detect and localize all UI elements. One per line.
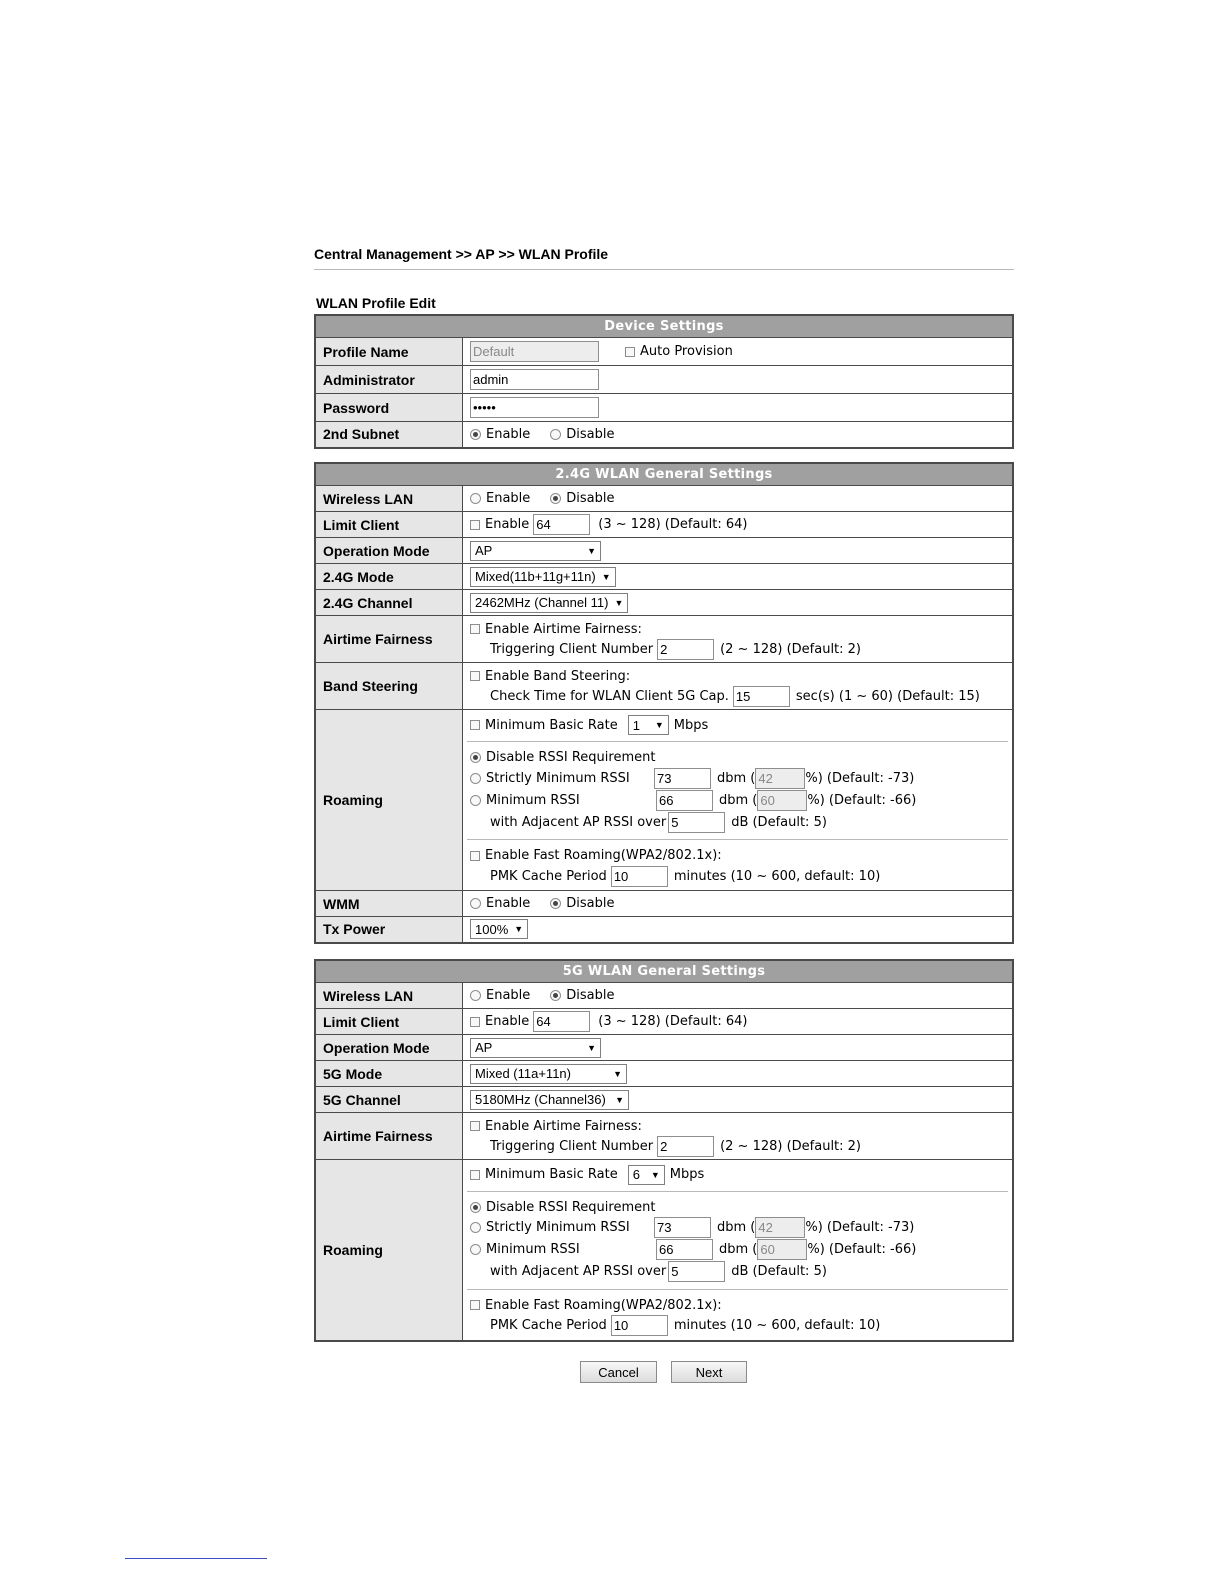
fast-roaming-label: Enable Fast Roaming(WPA2/802.1x): <box>485 848 722 863</box>
band-steering-time-input[interactable] <box>733 686 790 707</box>
min-rssi-5g-radio[interactable] <box>470 1244 481 1255</box>
triggering-client-range: (2 ~ 128) (Default: 2) <box>720 641 862 657</box>
triggering-client-range: (2 ~ 128) (Default: 2) <box>720 1138 862 1154</box>
triggering-client-24g-input[interactable] <box>657 639 714 660</box>
band-steering-checkbox[interactable] <box>470 671 480 681</box>
next-button[interactable]: Next <box>671 1361 747 1383</box>
min-rssi-24g-input[interactable] <box>656 790 713 811</box>
limit-client-range: (3 ~ 128) (Default: 64) <box>598 1014 748 1029</box>
limit-client-label: Limit Client <box>315 512 463 538</box>
operation-mode-24g-select[interactable]: AP ▼ <box>470 541 601 561</box>
5g-channel-select[interactable]: 5180MHz (Channel36) ▼ <box>470 1090 629 1110</box>
min-rssi-label: Minimum RSSI <box>486 1242 580 1258</box>
band-steering-label: Band Steering <box>315 663 463 710</box>
footnote-divider <box>125 1558 267 1559</box>
wlan-5g-disable-label: Disable <box>566 988 615 1003</box>
strict-rssi-default: %) (Default: -73) <box>805 1220 915 1236</box>
5g-channel-label: 5G Channel <box>315 1087 463 1113</box>
adjacent-ap-label: with Adjacent AP RSSI over <box>490 1264 667 1280</box>
wireless-lan-label: Wireless LAN <box>315 486 463 512</box>
roaming-label: Roaming <box>315 710 463 891</box>
band-steering-enable-label: Enable Band Steering: <box>485 668 631 684</box>
breadcrumb: Central Management >> AP >> WLAN Profile <box>314 246 609 262</box>
mbps-label: Mbps <box>673 717 709 733</box>
disable-rssi-label: Disable RSSI Requirement <box>486 750 656 765</box>
limit-client-24g-input[interactable] <box>533 514 590 535</box>
24g-channel-select[interactable]: 2462MHz (Channel 11) ▼ <box>470 593 628 613</box>
min-basic-rate-24g-select[interactable]: 1 ▼ <box>628 715 669 735</box>
pmk-cache-range: minutes (10 ~ 600, default: 10) <box>673 868 881 884</box>
limit-client-range: (3 ~ 128) (Default: 64) <box>598 517 748 532</box>
strict-rssi-label: Strictly Minimum RSSI <box>486 1220 630 1236</box>
pmk-cache-24g-input[interactable] <box>611 866 668 887</box>
wlan-5g-enable-label: Enable <box>486 988 531 1003</box>
min-rssi-label: Minimum RSSI <box>486 792 580 808</box>
wmm-disable-label: Disable <box>566 896 615 911</box>
wmm-label: WMM <box>315 891 463 917</box>
tx-power-select[interactable]: 100% ▼ <box>470 919 528 939</box>
wlan-24g-disable-radio[interactable] <box>550 493 561 504</box>
limit-client-5g-checkbox[interactable] <box>470 1017 480 1027</box>
cancel-button[interactable]: Cancel <box>580 1361 657 1383</box>
triggering-client-label: Triggering Client Number <box>490 1138 654 1154</box>
airtime-fairness-label: Airtime Fairness <box>315 616 463 663</box>
24g-channel-label: 2.4G Channel <box>315 590 463 616</box>
min-basic-rate-5g-select[interactable]: 6 ▼ <box>628 1165 665 1185</box>
2nd-subnet-label: 2nd Subnet <box>315 422 463 448</box>
adjacent-ap-24g-input[interactable] <box>668 812 725 833</box>
operation-mode-label: Operation Mode <box>315 1035 463 1061</box>
5g-mode-label: 5G Mode <box>315 1061 463 1087</box>
limit-client-5g-input[interactable] <box>533 1011 590 1032</box>
strict-rssi-5g-percent-input[interactable] <box>755 1217 805 1238</box>
fast-roaming-5g-checkbox[interactable] <box>470 1300 480 1310</box>
strict-rssi-24g-input[interactable] <box>654 768 711 789</box>
min-basic-rate-24g-checkbox[interactable] <box>470 720 480 730</box>
wlan-24g-settings-table: 2.4G WLAN General Settings Wireless LAN Enable Disable Limit Client Enable 64 (3 ~ 128) (Default: 64) Operation Mode AP ▼ 2.4G Mode Mixed(11b+11g+11n) ▼ 2.4G Channel 2462MHz (Channel 11) ▼ Airtime Fairness Enable Airtime Fairness: Triggering Client Number 2 (2 ~ 128) (Default: 2) Band Steering Enable Band Steering: Check Time for WLAN Client 5G Cap. 15 sec(s) (1 ~ 60) (Default: 15) Roaming Minimum Basic Rate 1 ▼ Mbps Disable RSSI Requirement Strictly Minimum RSSI 73 dbm ( 42 %) (Default: -73) Minimum RSSI 66 dbm ( 60 %) (Default: -66) with Adjacent AP RSSI over 5 dB (Default: 5) Enable Fast Roaming(WPA2/802.1x): PMK Cache Period 10 minutes (10 ~ 600, default: 10) WMM Enable Disable Tx Power 100% ▼ <box>314 462 1014 944</box>
pmk-cache-label: PMK Cache Period <box>490 1318 607 1334</box>
wlan-5g-disable-radio[interactable] <box>550 990 561 1001</box>
roaming-divider <box>467 1191 1008 1192</box>
operation-mode-5g-select[interactable]: AP ▼ <box>470 1038 601 1058</box>
mbps-label: Mbps <box>669 1167 705 1183</box>
strict-rssi-5g-input[interactable] <box>654 1217 711 1238</box>
profile-name-input[interactable] <box>470 341 599 362</box>
triggering-client-label: Triggering Client Number <box>490 641 654 657</box>
administrator-label: Administrator <box>315 366 463 394</box>
min-basic-rate-label: Minimum Basic Rate <box>485 717 618 733</box>
strict-rssi-24g-percent-input[interactable] <box>755 768 805 789</box>
min-rssi-24g-percent-input[interactable] <box>757 790 807 811</box>
limit-client-24g-checkbox[interactable] <box>470 520 480 530</box>
device-settings-header: Device Settings <box>315 315 1013 338</box>
adjacent-ap-default: dB (Default: 5) <box>731 814 827 830</box>
24g-mode-select[interactable]: Mixed(11b+11g+11n) ▼ <box>470 567 616 587</box>
triggering-client-5g-input[interactable] <box>657 1136 714 1157</box>
strict-rssi-label: Strictly Minimum RSSI <box>486 770 630 786</box>
wlan-24g-disable-label: Disable <box>566 491 615 506</box>
roaming-label: Roaming <box>315 1160 463 1341</box>
limit-client-label: Limit Client <box>315 1009 463 1035</box>
airtime-fairness-5g-checkbox[interactable] <box>470 1121 480 1131</box>
strict-rssi-24g-radio[interactable] <box>470 773 481 784</box>
roaming-divider <box>467 839 1008 840</box>
wlan-5g-enable-radio[interactable] <box>470 990 481 1001</box>
adjacent-ap-5g-input[interactable] <box>668 1261 725 1282</box>
wmm-disable-radio[interactable] <box>550 898 561 909</box>
divider <box>314 269 1014 270</box>
adjacent-ap-label: with Adjacent AP RSSI over <box>490 814 667 830</box>
wlan-24g-enable-radio[interactable] <box>470 493 481 504</box>
roaming-divider <box>467 741 1008 742</box>
fast-roaming-24g-checkbox[interactable] <box>470 851 480 861</box>
limit-client-enable-label: Enable <box>485 517 530 532</box>
5g-mode-select[interactable]: Mixed (11a+11n) ▼ <box>470 1064 627 1084</box>
subnet-enable-radio[interactable] <box>470 429 481 440</box>
24g-mode-label: 2.4G Mode <box>315 564 463 590</box>
disable-rssi-24g-radio[interactable] <box>470 752 481 763</box>
pmk-cache-range: minutes (10 ~ 600, default: 10) <box>673 1318 881 1334</box>
band-steering-range: sec(s) (1 ~ 60) (Default: 15) <box>795 688 980 704</box>
min-rssi-24g-radio[interactable] <box>470 795 481 806</box>
min-rssi-5g-input[interactable] <box>656 1239 713 1260</box>
page-title: WLAN Profile Edit <box>316 295 436 311</box>
wlan-24g-header: 2.4G WLAN General Settings <box>315 463 1013 486</box>
airtime-fairness-label: Airtime Fairness <box>315 1113 463 1160</box>
auto-provision-label: Auto Provision <box>640 344 733 359</box>
adjacent-ap-default: dB (Default: 5) <box>731 1264 827 1280</box>
airtime-fairness-enable-label: Enable Airtime Fairness: <box>485 1118 642 1134</box>
wmm-enable-label: Enable <box>486 896 531 911</box>
min-basic-rate-label: Minimum Basic Rate <box>485 1167 618 1183</box>
disable-rssi-label: Disable RSSI Requirement <box>486 1199 656 1215</box>
airtime-fairness-24g-checkbox[interactable] <box>470 624 480 634</box>
airtime-fairness-enable-label: Enable Airtime Fairness: <box>485 621 642 637</box>
profile-name-label: Profile Name <box>315 338 463 366</box>
tx-power-label: Tx Power <box>315 917 463 943</box>
strict-rssi-5g-radio[interactable] <box>470 1222 481 1233</box>
disable-rssi-5g-radio[interactable] <box>470 1202 481 1213</box>
password-label: Password <box>315 394 463 422</box>
wlan-5g-header: 5G WLAN General Settings <box>315 960 1013 983</box>
fast-roaming-label: Enable Fast Roaming(WPA2/802.1x): <box>485 1297 722 1313</box>
limit-client-enable-label: Enable <box>485 1014 530 1029</box>
wmm-enable-radio[interactable] <box>470 898 481 909</box>
operation-mode-label: Operation Mode <box>315 538 463 564</box>
subnet-disable-label: Disable <box>566 426 615 442</box>
min-rssi-default: %) (Default: -66) <box>807 792 917 808</box>
auto-provision-checkbox[interactable] <box>625 347 635 357</box>
device-settings-table <box>314 314 1014 449</box>
band-steering-check-label: Check Time for WLAN Client 5G Cap. <box>490 688 729 704</box>
pmk-cache-5g-input[interactable] <box>611 1315 668 1336</box>
wlan-24g-enable-label: Enable <box>486 491 531 506</box>
min-basic-rate-5g-checkbox[interactable] <box>470 1170 480 1180</box>
strict-rssi-default: %) (Default: -73) <box>805 770 915 786</box>
roaming-divider <box>467 1289 1008 1290</box>
administrator-input[interactable] <box>470 369 599 390</box>
password-input[interactable] <box>470 397 599 418</box>
wlan-5g-settings-table: 5G WLAN General Settings Wireless LAN Enable Disable Limit Client Enable 64 (3 ~ 128) (Default: 64) Operation Mode AP ▼ 5G Mode Mixed (11a+11n) ▼ 5G Channel 5180MHz (Channel36) ▼ Airtime Fairness Enable Airtime Fairness: Triggering Client Number 2 (2 ~ 128) (Default: 2) Roaming Minimum Basic Rate 6 ▼ Mbps Disable RSSI Requirement Strictly Minimum RSSI 73 dbm ( 42 %) (Default: -73) Minimum RSSI 66 dbm ( 60 %) (Default: -66) with Adjacent AP RSSI over 5 dB (Default: 5) Enable Fast Roaming(WPA2/802.1x): PMK Cache Period 10 minutes (10 ~ 600, default: 10) <box>314 959 1014 1342</box>
min-rssi-default: %) (Default: -66) <box>807 1242 917 1258</box>
min-rssi-5g-percent-input[interactable] <box>757 1239 807 1260</box>
wireless-lan-label: Wireless LAN <box>315 983 463 1009</box>
pmk-cache-label: PMK Cache Period <box>490 868 607 884</box>
subnet-disable-radio[interactable] <box>550 429 561 440</box>
subnet-enable-label: Enable <box>486 426 531 442</box>
